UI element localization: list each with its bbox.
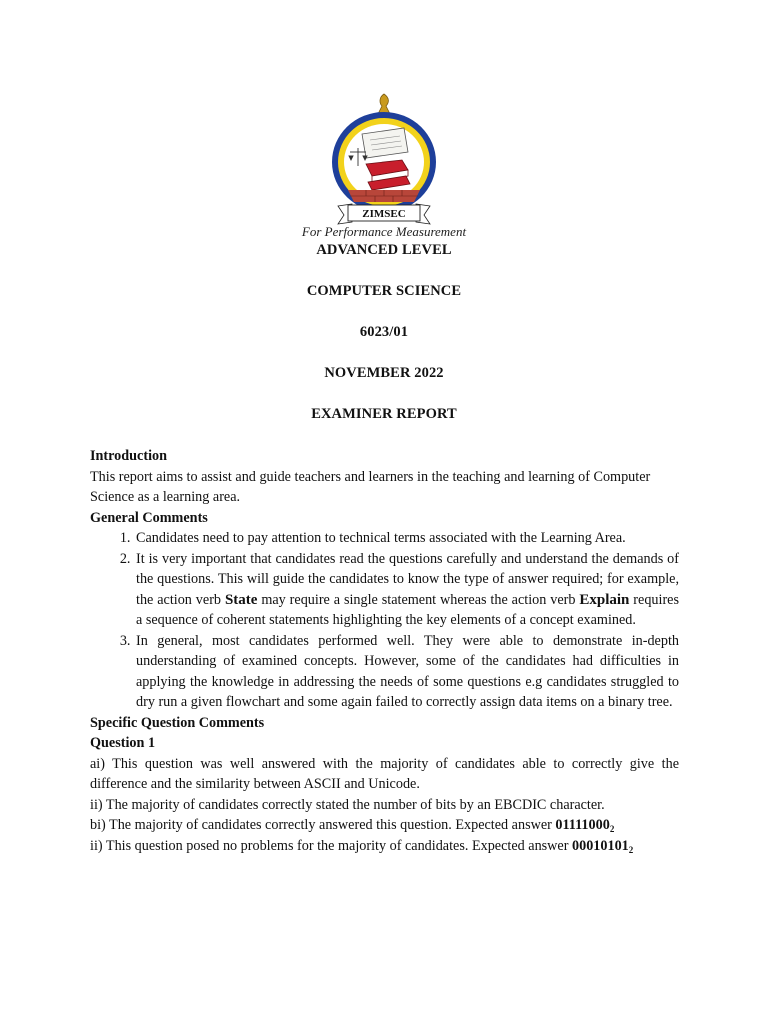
comment-bi-text: bi) The majority of candidates correctly answered this question. Expected answer [90,817,556,833]
specific-comments-heading: Specific Question Comments [90,714,265,731]
list-item-text: requires a sequence of coherent statements highlighting the key elements of a concept examined. [136,591,679,628]
answer-base-bii: 2 [628,844,634,855]
list-item-text: may require a single statement whereas the action verb [257,591,580,608]
general-comments-heading: General Comments [90,509,208,526]
list-item-text: In general, most candidates performed well. They were able to demonstrate in-depth understanding of examined concepts. However, some of the candidates had difficulties in applying the knowledge in addressing the needs of some questions e.g candidates struggled to dry run a given flowchart and some again failed to correctly assign data items on a binary tree. [136,632,679,710]
logo-name: ZIMSEC [362,208,406,220]
list-item [134,528,679,549]
list-item [134,631,679,713]
answer-base-bi: 2 [609,824,615,834]
list-item-text: It is very important that candidates read the questions carefully and understand the demands of the questions. This will guide the candidates to know the type of answer required; for example, the action verb [136,550,679,608]
action-verb-explain: Explain [579,591,630,608]
zimsec-logo [322,90,446,230]
comment-ai: ai) This question was well answered with the majority of candidates able to correctly give the difference and the similarity between ASCII and Unicode. [90,755,679,792]
comment-aii: ii) The majority of candidates correctly stated the number of bits by an EBCDIC character. [90,796,605,813]
list-item-text: Candidates need to pay attention to technical terms associated with the Learning Area. [136,530,626,546]
name-banner [338,204,430,224]
question-1-heading: Question 1 [90,735,156,751]
action-verb-state: State [224,591,258,608]
subject-title: COMPUTER SCIENCE [306,283,462,299]
paper-code: 6023/01 [359,324,409,340]
zimsec-crest-icon [322,90,446,230]
level-title: ADVANCED LEVEL [316,242,452,258]
list-item [134,549,679,631]
introduction-heading: Introduction [90,448,167,464]
report-title: EXAMINER REPORT [311,406,457,422]
brick-wall-icon [348,190,420,202]
report-body [90,446,679,856]
general-comments-list [90,528,679,713]
comment-bii-text: ii) This question posed no problems for the majority of candidates. Expected answer [90,837,572,854]
introduction-text: This report aims to assist and guide teachers and learners in the teaching and learning of Computer Science as a learning area. [90,468,651,505]
expected-answer-bi: 01111000 [555,817,610,833]
comment-bii [90,836,679,857]
expected-answer-bii: 00010101 [572,837,629,854]
comment-bi [90,815,679,836]
logo-motto: For Performance Measurement [301,224,467,239]
exam-date: NOVEMBER 2022 [324,365,444,381]
